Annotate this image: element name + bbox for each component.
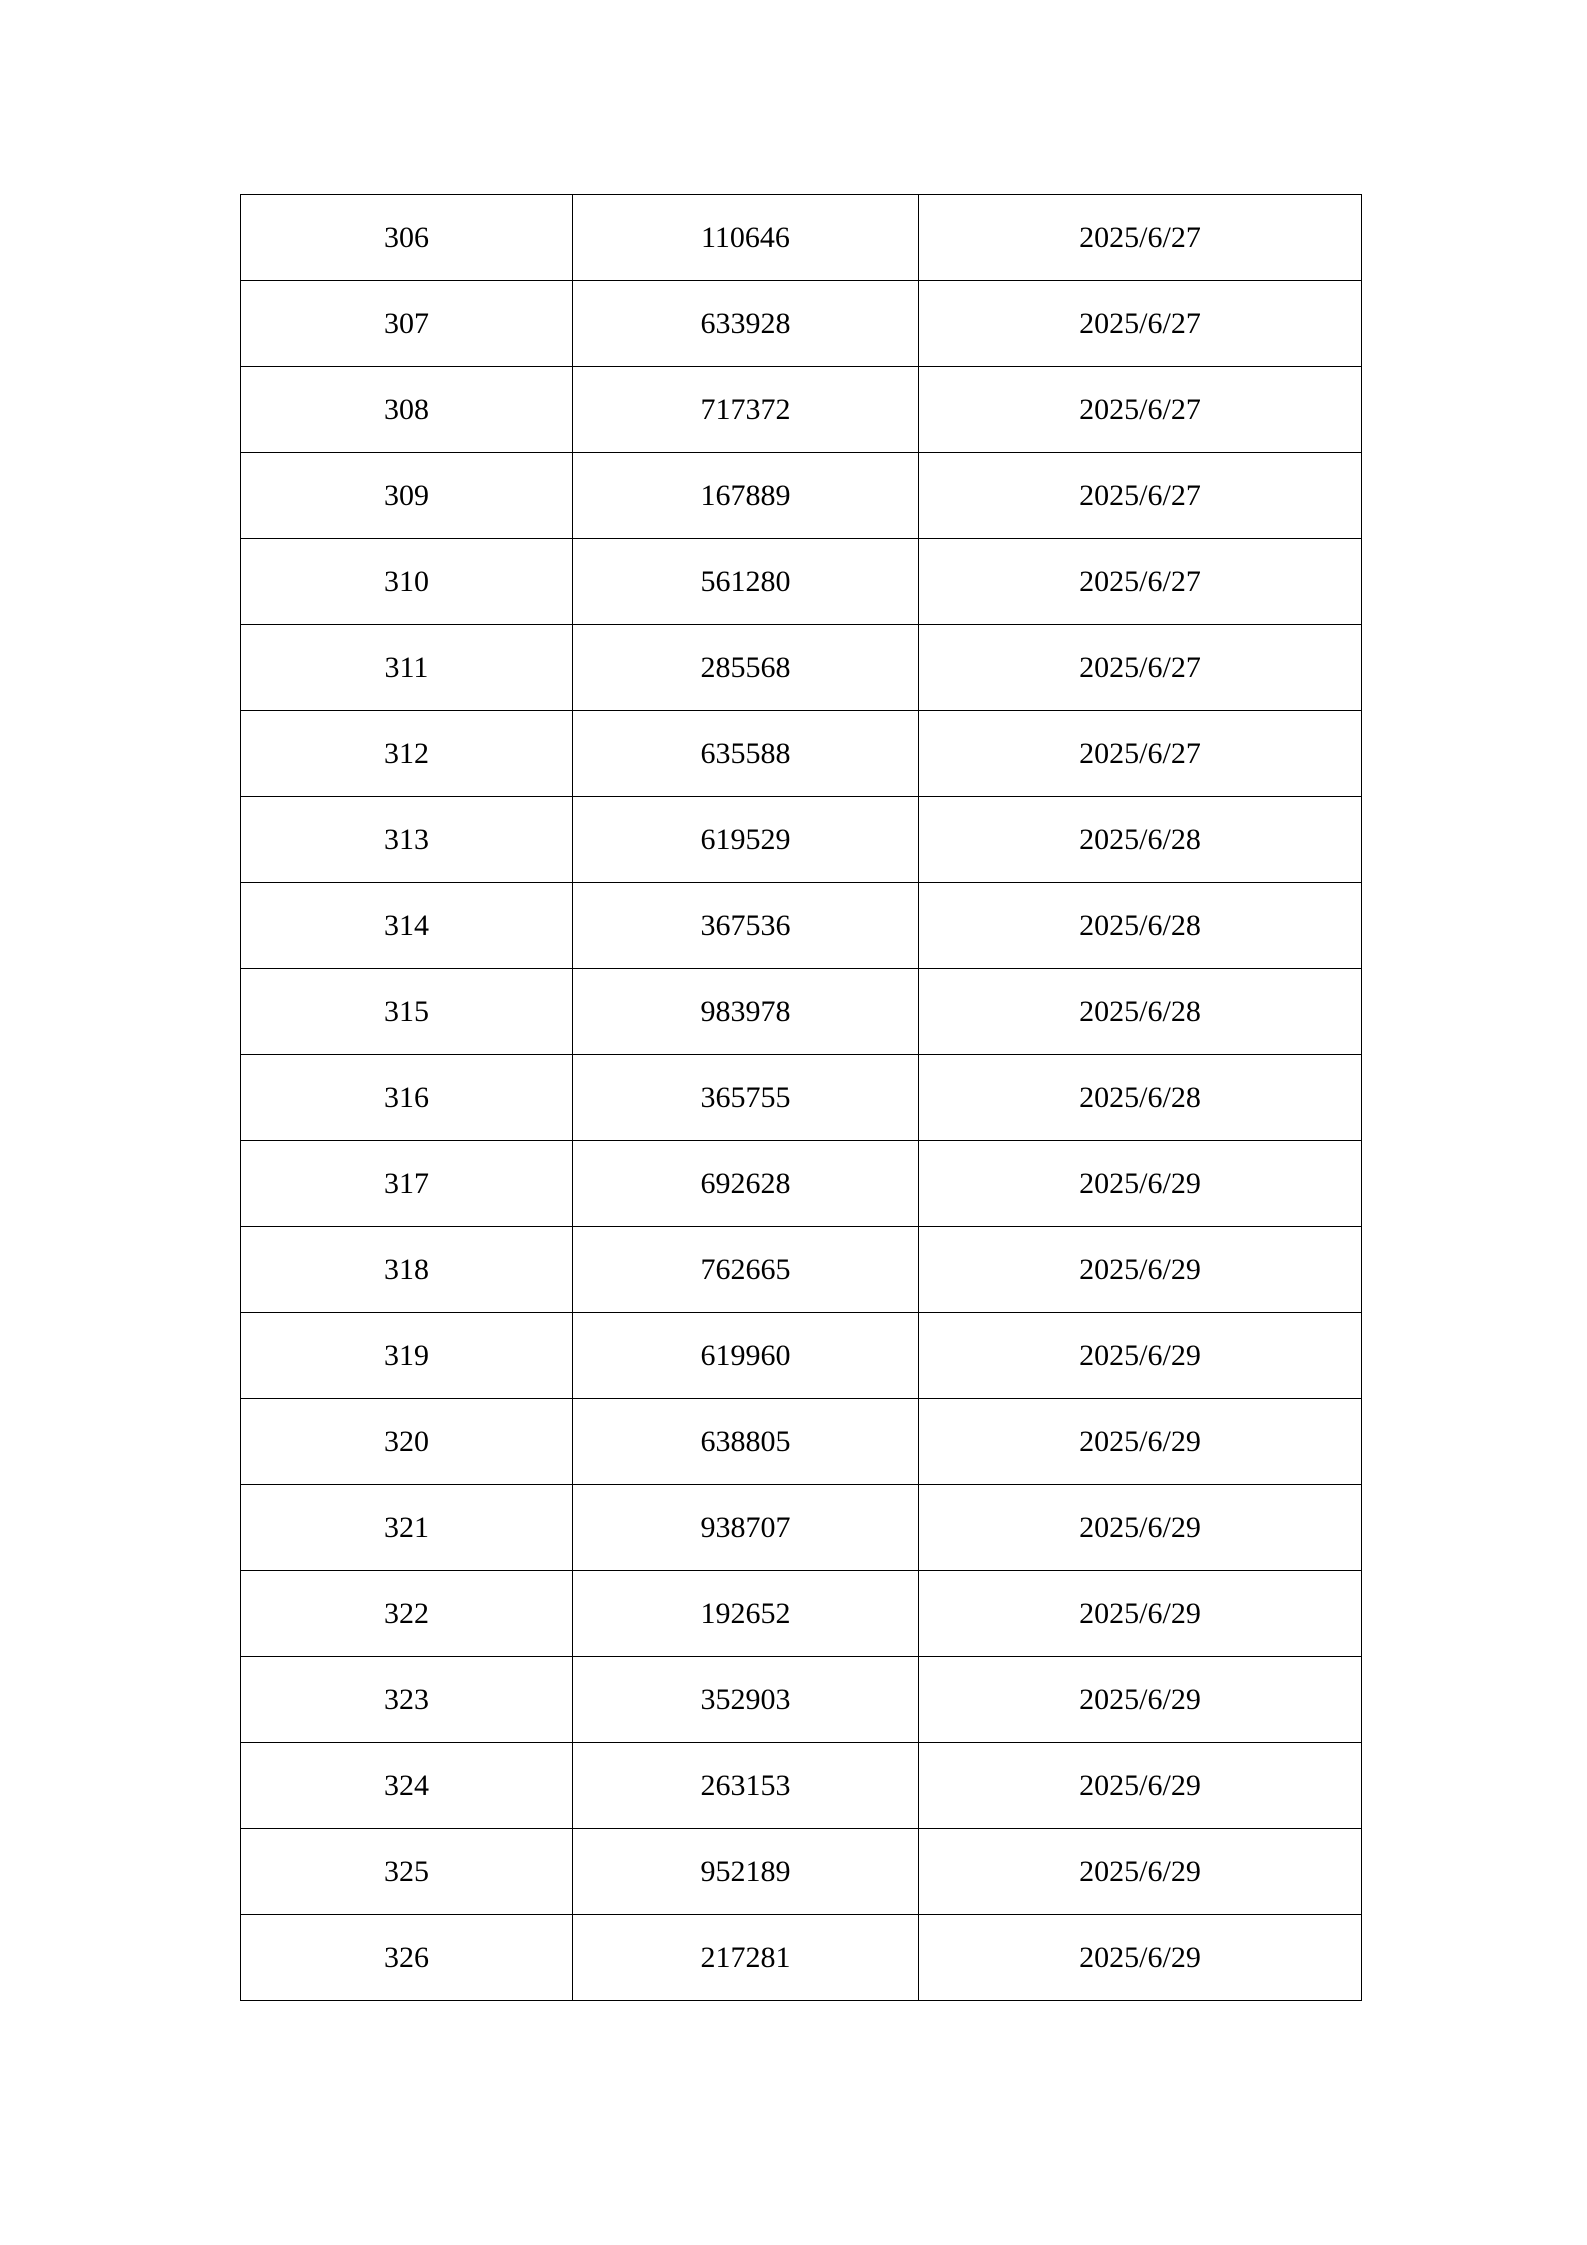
- table-row: [241, 1141, 1362, 1227]
- code-cell: 110646: [573, 195, 919, 281]
- table-row: [241, 1485, 1362, 1571]
- code-cell: 692628: [573, 1141, 919, 1227]
- date-cell: 2025/6/27: [919, 281, 1362, 367]
- row-number-cell: 325: [241, 1829, 573, 1915]
- code-cell: 717372: [573, 367, 919, 453]
- row-number-cell: 324: [241, 1743, 573, 1829]
- row-number-cell: 310: [241, 539, 573, 625]
- table-row: [241, 1055, 1362, 1141]
- row-number-cell: 315: [241, 969, 573, 1055]
- table-row: [241, 539, 1362, 625]
- code-cell: 263153: [573, 1743, 919, 1829]
- table-row: [241, 367, 1362, 453]
- row-number-cell: 309: [241, 453, 573, 539]
- code-cell: 952189: [573, 1829, 919, 1915]
- code-cell: 938707: [573, 1485, 919, 1571]
- table-row: [241, 1829, 1362, 1915]
- code-cell: 635588: [573, 711, 919, 797]
- table-row: [241, 797, 1362, 883]
- code-cell: 638805: [573, 1399, 919, 1485]
- table-row: [241, 1399, 1362, 1485]
- data-table: [240, 194, 1362, 2001]
- date-cell: 2025/6/29: [919, 1485, 1362, 1571]
- code-cell: 192652: [573, 1571, 919, 1657]
- row-number-cell: 319: [241, 1313, 573, 1399]
- row-number-cell: 323: [241, 1657, 573, 1743]
- table-row: [241, 1915, 1362, 2001]
- date-cell: 2025/6/29: [919, 1829, 1362, 1915]
- table-row: [241, 1571, 1362, 1657]
- date-cell: 2025/6/29: [919, 1313, 1362, 1399]
- code-cell: 367536: [573, 883, 919, 969]
- date-cell: 2025/6/28: [919, 883, 1362, 969]
- code-cell: 762665: [573, 1227, 919, 1313]
- row-number-cell: 320: [241, 1399, 573, 1485]
- date-cell: 2025/6/29: [919, 1915, 1362, 2001]
- table-row: [241, 1227, 1362, 1313]
- date-cell: 2025/6/28: [919, 797, 1362, 883]
- row-number-cell: 313: [241, 797, 573, 883]
- row-number-cell: 316: [241, 1055, 573, 1141]
- row-number-cell: 318: [241, 1227, 573, 1313]
- date-cell: 2025/6/28: [919, 969, 1362, 1055]
- row-number-cell: 326: [241, 1915, 573, 2001]
- date-cell: 2025/6/29: [919, 1141, 1362, 1227]
- table-row: [241, 281, 1362, 367]
- date-cell: 2025/6/29: [919, 1571, 1362, 1657]
- row-number-cell: 308: [241, 367, 573, 453]
- date-cell: 2025/6/27: [919, 539, 1362, 625]
- table-row: [241, 711, 1362, 797]
- code-cell: 561280: [573, 539, 919, 625]
- table-row: [241, 883, 1362, 969]
- date-cell: 2025/6/29: [919, 1399, 1362, 1485]
- row-number-cell: 307: [241, 281, 573, 367]
- date-cell: 2025/6/29: [919, 1227, 1362, 1313]
- table-row: [241, 1313, 1362, 1399]
- table-body: [241, 195, 1362, 2001]
- date-cell: 2025/6/27: [919, 453, 1362, 539]
- date-cell: 2025/6/27: [919, 367, 1362, 453]
- code-cell: 619529: [573, 797, 919, 883]
- date-cell: 2025/6/28: [919, 1055, 1362, 1141]
- table-row: [241, 969, 1362, 1055]
- code-cell: 217281: [573, 1915, 919, 2001]
- row-number-cell: 312: [241, 711, 573, 797]
- table-row: [241, 1743, 1362, 1829]
- code-cell: 619960: [573, 1313, 919, 1399]
- code-cell: 633928: [573, 281, 919, 367]
- row-number-cell: 321: [241, 1485, 573, 1571]
- date-cell: 2025/6/29: [919, 1743, 1362, 1829]
- row-number-cell: 311: [241, 625, 573, 711]
- date-cell: 2025/6/27: [919, 625, 1362, 711]
- code-cell: 352903: [573, 1657, 919, 1743]
- code-cell: 365755: [573, 1055, 919, 1141]
- table-row: [241, 625, 1362, 711]
- code-cell: 285568: [573, 625, 919, 711]
- row-number-cell: 306: [241, 195, 573, 281]
- row-number-cell: 322: [241, 1571, 573, 1657]
- code-cell: 167889: [573, 453, 919, 539]
- table-row: [241, 1657, 1362, 1743]
- date-cell: 2025/6/27: [919, 711, 1362, 797]
- table-row: [241, 453, 1362, 539]
- code-cell: 983978: [573, 969, 919, 1055]
- row-number-cell: 317: [241, 1141, 573, 1227]
- date-cell: 2025/6/29: [919, 1657, 1362, 1743]
- row-number-cell: 314: [241, 883, 573, 969]
- table-row: [241, 195, 1362, 281]
- date-cell: 2025/6/27: [919, 195, 1362, 281]
